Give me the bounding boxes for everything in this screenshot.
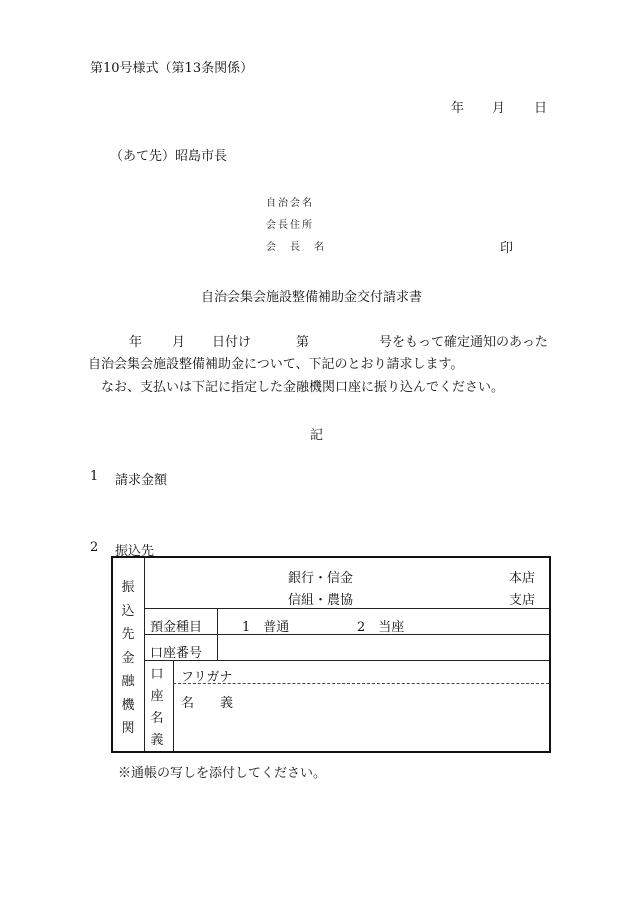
recipient: （あて先）昭島市長 xyxy=(110,149,228,164)
body-day: 日付け xyxy=(212,335,252,350)
footnote: ※通帳の写しを添付してください。 xyxy=(118,766,327,781)
item-number: 2 xyxy=(90,540,99,555)
table-divider xyxy=(217,608,218,634)
deposit-option-current: 2 当座 xyxy=(357,620,405,635)
body-number-prefix: 第 xyxy=(296,335,310,350)
table-divider xyxy=(144,608,549,609)
body-line2: 自治会集会施設整備補助金について、下記のとおり請求します。 xyxy=(88,357,464,372)
bank-types-row2: 信組・農協 xyxy=(288,593,354,608)
table-divider xyxy=(173,660,174,751)
date-day-label: 日 xyxy=(534,101,548,116)
body-line1-tail: 号をもって確定通知のあった xyxy=(379,335,548,350)
body-line3: なお、支払いは下記に指定した金融機関口座に振り込んでください。 xyxy=(101,380,505,395)
body-month: 月 xyxy=(172,335,186,350)
account-name-side-label: 口座名義 xyxy=(150,667,164,748)
body-year: 年 xyxy=(129,335,143,350)
table-divider xyxy=(217,634,218,660)
item-number: 1 xyxy=(90,469,99,484)
table-divider xyxy=(144,660,549,661)
account-holder-label: 名 義 xyxy=(181,696,234,711)
transfer-destination-label: 振込先 xyxy=(115,544,155,559)
furigana-label: フリガナ xyxy=(181,670,233,685)
table-divider xyxy=(144,558,145,751)
date-year-label: 年 xyxy=(451,101,465,116)
deposit-option-ordinary: 1 普通 xyxy=(242,620,290,635)
account-number-label: 口座番号 xyxy=(150,646,203,661)
branch-main: 本店 xyxy=(509,571,536,586)
president-name-label: 会 長 名 xyxy=(266,242,326,253)
seal-mark: 印 xyxy=(500,241,514,256)
association-name-label: 自治会名 xyxy=(266,198,314,209)
date-month-label: 月 xyxy=(492,101,506,116)
president-address-label: 会長住所 xyxy=(266,220,314,231)
form-number: 第10号様式（第13条関係） xyxy=(90,61,254,76)
bank-account-table xyxy=(111,556,551,753)
bank-types-row1: 銀行・信金 xyxy=(288,571,354,586)
deposit-type-label: 預金種目 xyxy=(150,620,203,635)
ki-heading: 記 xyxy=(310,428,324,443)
furigana-dashed-line xyxy=(173,683,549,684)
branch-sub: 支店 xyxy=(509,593,536,608)
bank-side-label: 振込先金融機関 xyxy=(121,580,135,736)
claim-amount-label: 請求金額 xyxy=(115,473,168,488)
table-divider xyxy=(144,634,549,635)
document-title: 自治会集会施設整備補助金交付請求書 xyxy=(201,290,423,305)
